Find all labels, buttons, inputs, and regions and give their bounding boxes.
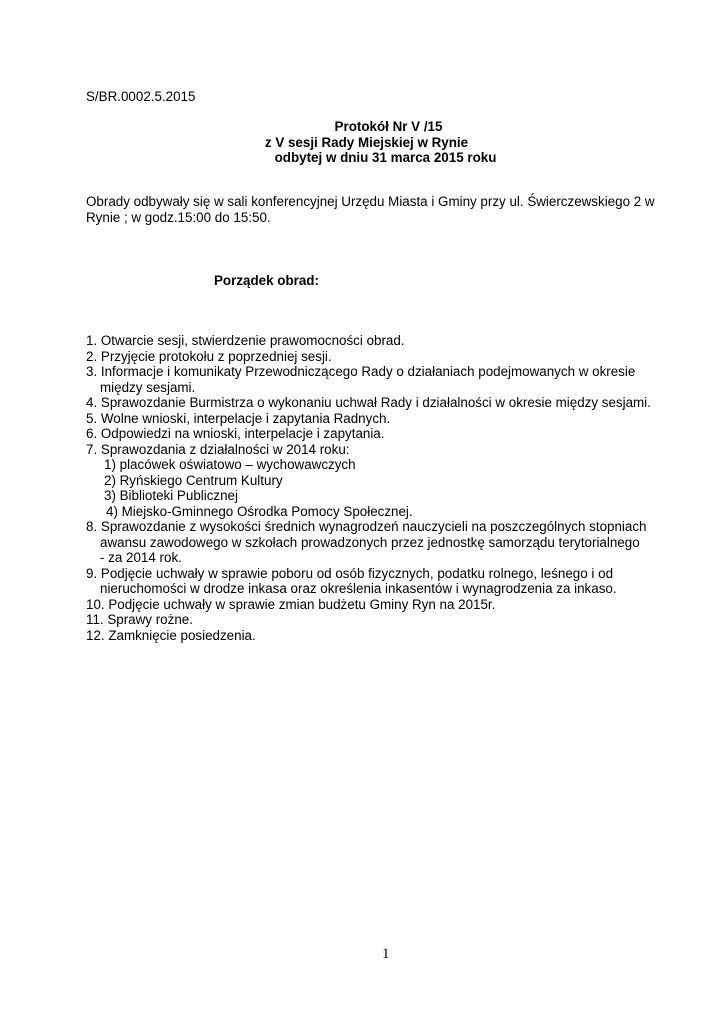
agenda-item-11: 11. Sprawy rożne.	[86, 612, 193, 627]
agenda-subitem-7-2: 2) Ryńskiego Centrum Kultury	[104, 472, 283, 488]
intro-line-1: Obrady odbywały się w sali konferencyjnej Urzędu Miasta i Gminy przy ul. Świerczewskiego 2 w	[86, 194, 655, 209]
document-title	[0, 119, 725, 166]
page-number: 1	[382, 946, 390, 962]
agenda-list	[86, 333, 686, 643]
agenda-item-10: 10. Podjęcie uchwały w sprawie zmian budżetu Gminy Ryn na 2015r.	[86, 596, 496, 612]
agenda-heading: Porządek obrad:	[214, 273, 319, 288]
agenda-item-8-continuation: awansu zawodowego w szkołach prowadzonych przez jednostkę samorządu terytorialnego	[100, 534, 640, 550]
agenda-item-5: 5. Wolne wnioski, interpelacje i zapytania Radnych.	[86, 410, 391, 426]
agenda-item-3: 3. Informacje i komunikaty Przewodniczącego Rady o działaniach podejmowanych w okresie	[86, 364, 636, 379]
title-line-1: Protokół Nr V /15	[334, 119, 443, 134]
intro-paragraph	[86, 194, 666, 225]
intro-line-2: Rynie ; w godz.15:00 do 15:50.	[86, 209, 271, 225]
agenda-item-9: 9. Podjęcie uchwały w sprawie poboru od osób fizycznych, podatku rolnego, leśnego i od	[86, 565, 614, 581]
agenda-item-8-continuation-2: - za 2014 rok.	[100, 550, 182, 565]
title-line-3: odbytej w dniu 31 marca 2015 roku	[274, 150, 497, 165]
agenda-subitem-7-3: 3) Biblioteki Publicznej	[104, 488, 238, 503]
agenda-subitem-7-4: 4) Miejsko-Gminnego Ośrodka Pomocy Społecznej.	[106, 503, 413, 519]
agenda-item-7: 7. Sprawozdania z działalności w 2014 roku:	[86, 441, 350, 457]
agenda-item-6: 6. Odpowiedzi na wnioski, interpelacje i zapytania.	[86, 426, 385, 441]
agenda-item-9-continuation: nieruchomości w drodze inkasa oraz określenia inkasentów i wynagrodzenia za inkaso.	[100, 581, 617, 596]
agenda-item-12: 12. Zamknięcie posiedzenia.	[86, 627, 256, 643]
agenda-item-4: 4. Sprawozdanie Burmistrza o wykonaniu uchwał Rady i działalności w okresie między sesjami.	[86, 395, 651, 410]
agenda-item-3-continuation: między sesjami.	[100, 379, 196, 395]
title-line-2: z V sesji Rady Miejskiej w Rynie	[264, 134, 469, 150]
document-reference: S/BR.0002.5.2015	[86, 89, 196, 104]
agenda-item-1: 1. Otwarcie sesji, stwierdzenie prawomocności obrad.	[86, 333, 405, 348]
agenda-item-8: 8. Sprawozdanie z wysokości średnich wynagrodzeń nauczycieli na poszczególnych stopniach	[86, 519, 647, 534]
agenda-item-2: 2. Przyjęcie protokołu z poprzedniej sesji.	[86, 348, 332, 364]
agenda-subitem-7-1: 1) placówek oświatowo – wychowawczych	[104, 457, 356, 472]
